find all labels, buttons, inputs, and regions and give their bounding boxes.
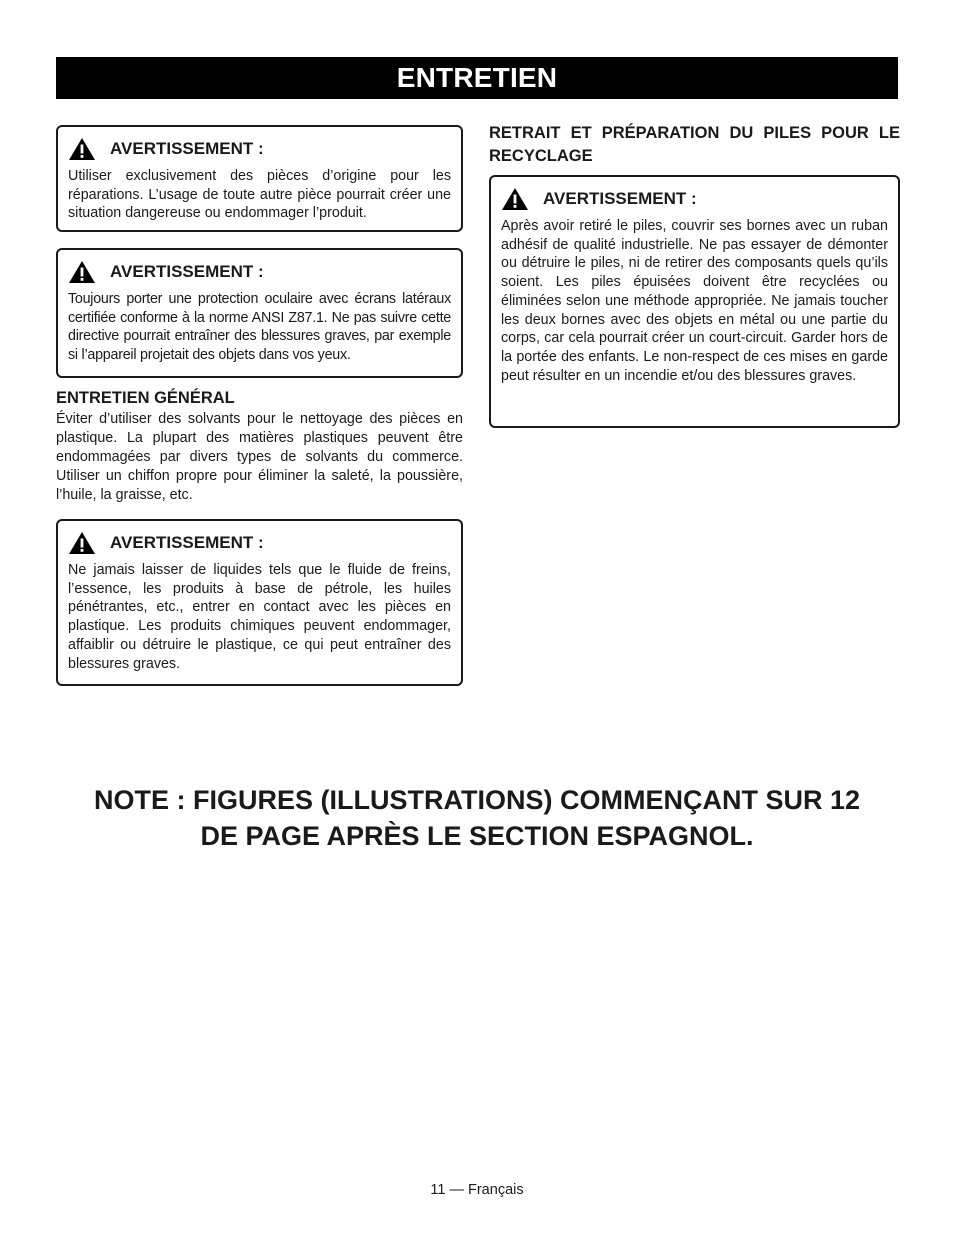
note-line-1: NOTE : FIGURES (ILLUSTRATIONS) COMMENÇANT SUR 12	[94, 785, 860, 815]
warning-triangle-icon	[68, 260, 96, 284]
figures-note	[56, 782, 898, 854]
note-line-2: DE PAGE APRÈS LE SECTION ESPAGNOL.	[200, 821, 754, 851]
warning-text: Ne jamais laisser de liquides tels que le fluide de freins, l’essence, les produits à base de pétrole, les huiles pénétrantes, etc., entrer en contact avec les pièces en plastique. Les produits chimiques peuvent endommager, affaiblir ou détruire le plastique, ce qui peut entraîner des blessures graves.	[68, 562, 451, 672]
warning-triangle-icon	[68, 531, 96, 555]
general-maintenance-section	[56, 387, 463, 505]
warning-title: AVERTISSEMENT :	[110, 139, 264, 158]
section-banner	[56, 57, 898, 99]
warning-text: Toujours porter une protection oculaire avec écrans latéraux certifiée conforme à la norme ANSI Z87.1. Ne pas suivre cette directive pourrait entraîner des blessures graves, par exemple si l’appareil projetait des objets dans vos yeux.	[68, 291, 451, 364]
warning-text: Utiliser exclusivement des pièces d’origine pour les réparations. L’usage de toute autre pièce pourrait créer une situation dangereuse ou endommager l’produit.	[68, 168, 451, 222]
warning-box	[56, 125, 463, 232]
banner-title: ENTRETIEN	[396, 62, 558, 93]
recycling-section-title: RETRAIT ET PRÉPARATION DU PILES POUR LE RECYCLAGE	[489, 124, 900, 165]
warning-box	[56, 248, 463, 378]
warning-triangle-icon	[68, 137, 96, 161]
page-footer: 11 — Français	[430, 1182, 524, 1198]
warning-box	[489, 175, 900, 428]
left-column	[56, 125, 463, 686]
right-column	[489, 122, 900, 428]
warning-title: AVERTISSEMENT :	[110, 262, 264, 281]
warning-title: AVERTISSEMENT :	[110, 533, 264, 552]
section-text: Éviter d’utiliser des solvants pour le nettoyage des pièces en plastique. La plupart des matières plastiques peuvent être endommagées par divers types de solvants du commerce. Utiliser un chiffon propre pour éliminer la saleté, la poussière, l’huile, la graisse, etc.	[56, 411, 463, 503]
warning-title: AVERTISSEMENT :	[543, 189, 697, 208]
section-title: ENTRETIEN GÉNÉRAL	[56, 389, 235, 407]
warning-box	[56, 519, 463, 686]
warning-triangle-icon	[501, 187, 529, 211]
warning-text: Après avoir retiré le piles, couvrir ses bornes avec un ruban adhésif de qualité industrielle. Ne pas essayer de démonter ou détruire le piles, ni de retirer des composants quels qu’ils soient. Les piles épuisées doivent être recyclées ou éliminées selon une méthode appropriée. Ne jamais toucher les deux bornes avec des objets en métal ou une partie du corps, car cela pourrait créer un court-circuit. Garder hors de la portée des enfants. Le non-respect de ces mises en garde peut résulter en un incendie et/ou des blessures graves.	[501, 218, 888, 384]
